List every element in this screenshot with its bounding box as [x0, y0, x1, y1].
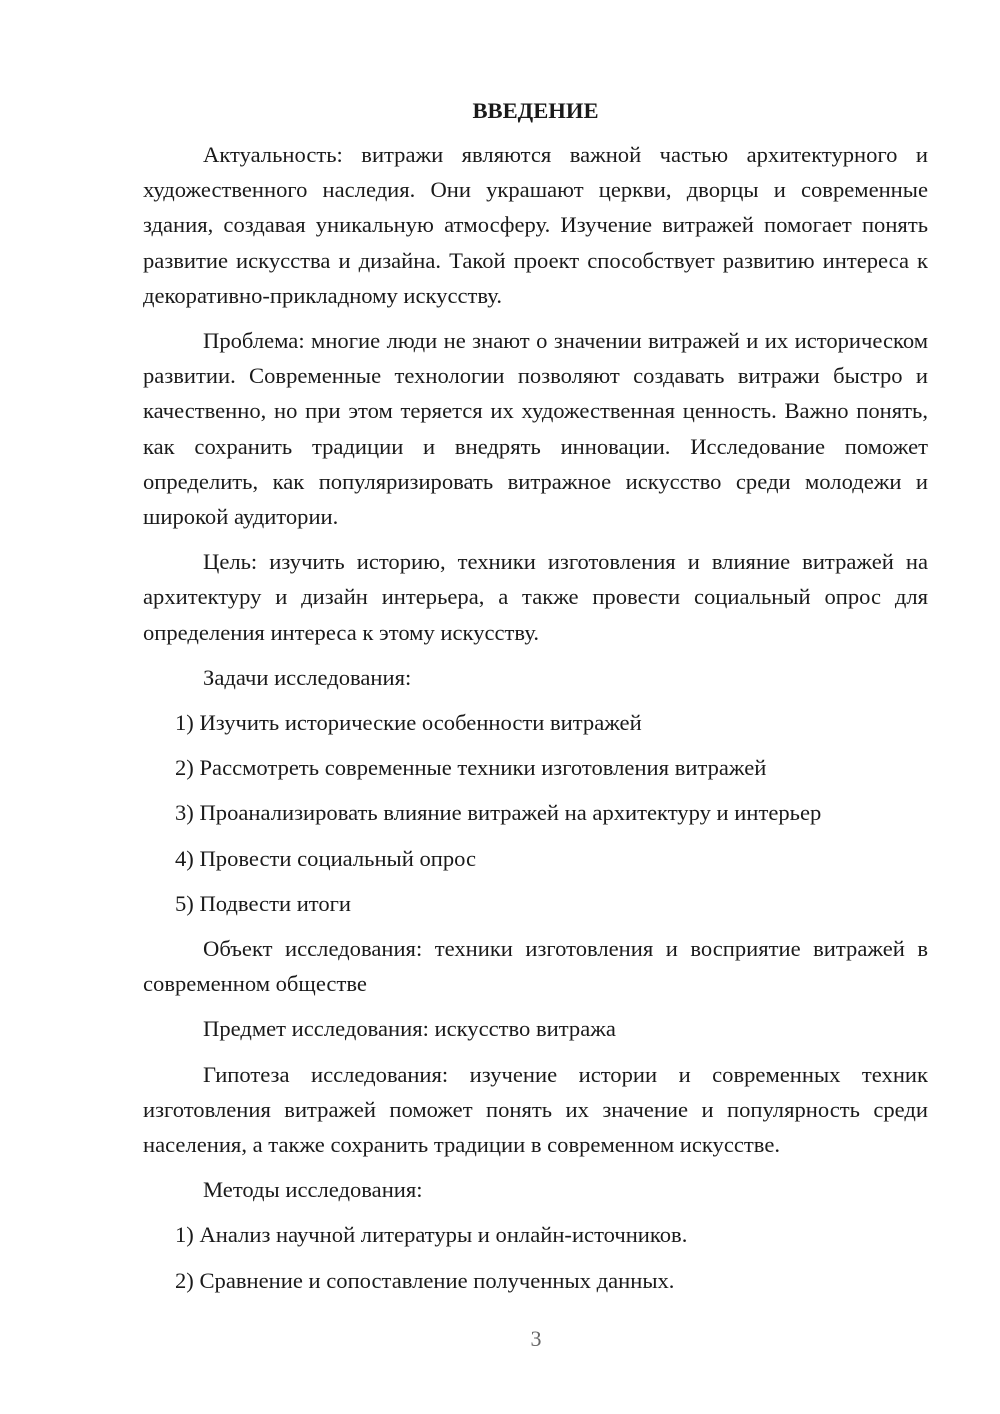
task-item: 5) Подвести итоги	[175, 890, 352, 916]
method-item: 1) Анализ научной литературы и онлайн-источников.	[175, 1222, 688, 1248]
object-paragraph: Объект исследования: техники изготовления и восприятие витражей в современном обществе	[143, 936, 928, 997]
page-content	[143, 93, 928, 1308]
tasks-list	[143, 705, 928, 921]
method-item: 2) Сравнение и сопоставление полученных данных.	[175, 1267, 675, 1293]
methods-heading: Методы исследования:	[203, 1177, 423, 1203]
tasks-heading: Задачи исследования:	[203, 664, 412, 690]
hypothesis-paragraph: Гипотеза исследования: изучение истории и современных техник изготовления витражей поможет понять их значение и популярность среди населения, а также сохранить традиции в современном искусстве.	[143, 1061, 928, 1158]
goal-paragraph: Цель: изучить историю, техники изготовления и влияние витражей на архитектуру и дизайн интерьера, а также провести социальный опрос для определения интереса к этому искусству.	[143, 549, 928, 645]
task-item: 4) Провести социальный опрос	[175, 845, 477, 871]
problem-paragraph: Проблема: многие люди не знают о значении витражей и их историческом развитии. Современные технологии позволяют создавать витражи быстро и качественно, но при этом теряется их художественная ценность. Важно понять, как сохранить традиции и внедрять инновации. Исследование поможет определить, как популяризировать витражное искусство среди молодежи и широкой аудитории.	[143, 328, 928, 530]
task-item: 2) Рассмотреть современные техники изготовления витражей	[175, 755, 767, 781]
task-item: 1) Изучить исторические особенности витражей	[175, 710, 642, 736]
subject-paragraph: Предмет исследования: искусство витража	[203, 1016, 616, 1042]
methods-list	[143, 1217, 928, 1297]
section-title: ВВЕДЕНИЕ	[472, 98, 599, 123]
relevance-paragraph: Актуальность: витражи являются важной частью архитектурного и художественного наследия. Они украшают церкви, дворцы и современные здания, создавая уникальную атмосферу. Изучение витражей помогает понять развитие искусства и дизайна. Такой проект способствует развитию интереса к декоративно-прикладному искусству.	[143, 142, 928, 308]
page-number: 3	[530, 1326, 542, 1351]
task-item: 3) Проанализировать влияние витражей на архитектуру и интерьер	[175, 800, 822, 826]
